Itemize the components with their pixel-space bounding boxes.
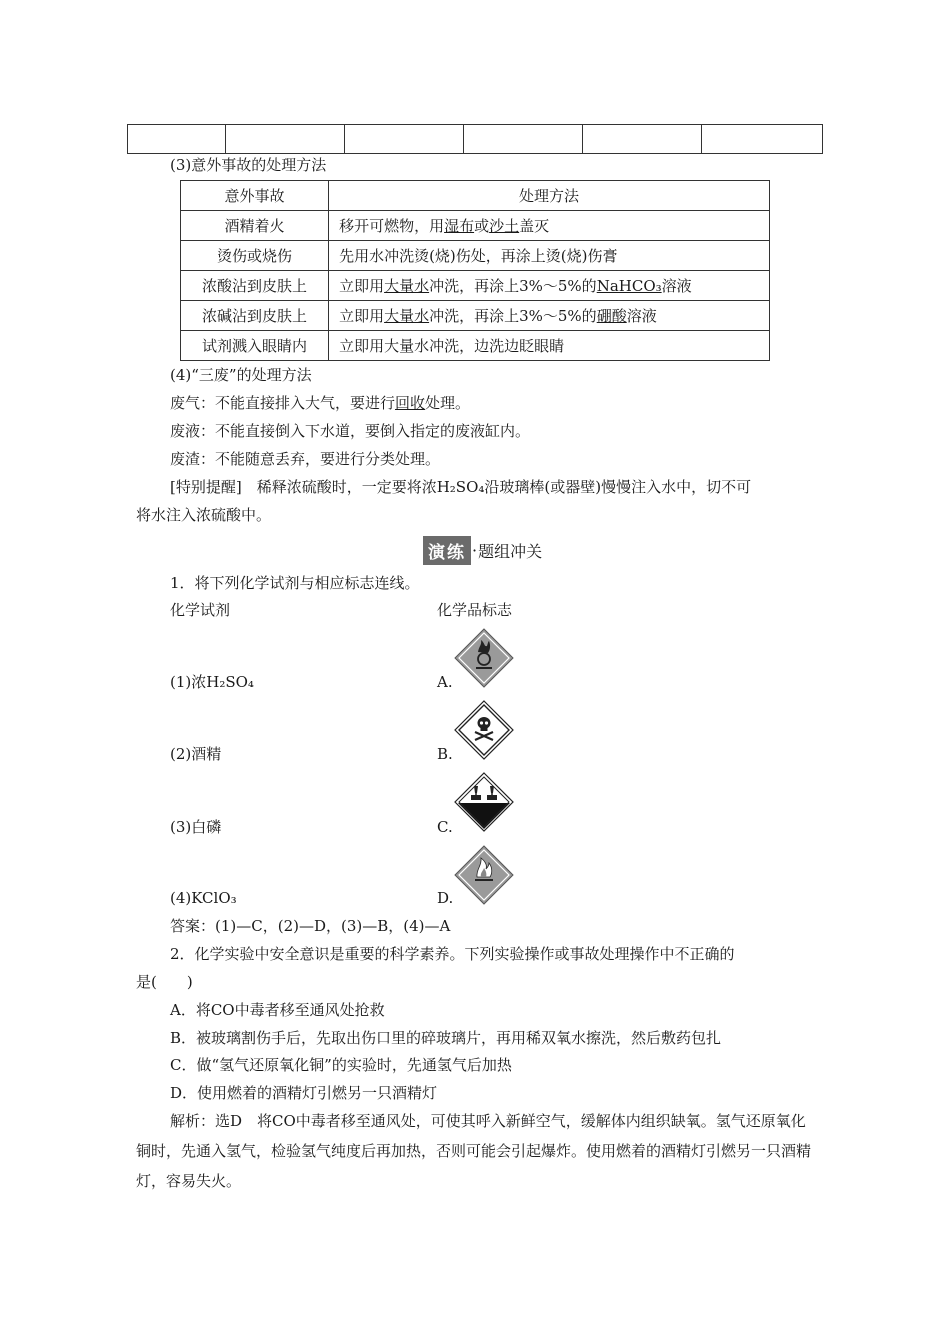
empty-cell [464, 125, 583, 154]
event-cell: 浓碱沾到皮肤上 [181, 301, 329, 331]
method-cell: 先用水冲洗烫(烧)伤处，再涂上烫(烧)伤膏 [329, 241, 770, 271]
empty-cell [583, 125, 702, 154]
event-cell: 浓酸沾到皮肤上 [181, 271, 329, 301]
q1-item-2: (2)酒精 [170, 745, 222, 763]
q1-item-1: (1)浓H₂SO₄ [170, 673, 254, 691]
table-header-row [181, 181, 770, 211]
special-tip-line2: 将水注入浓硫酸中。 [136, 506, 272, 524]
q2-option-c: C．做“氢气还原氧化铜”的实验时，先通氢气后加热 [170, 1056, 512, 1074]
section4-title: (4)“三废”的处理方法 [170, 366, 312, 384]
q2-stem-line2: 是( ) [136, 973, 193, 991]
q2-option-d: D．使用燃着的酒精灯引燃另一只酒精灯 [170, 1084, 438, 1102]
q1-label-c: C. [437, 818, 453, 836]
table-row [181, 211, 770, 241]
q1-left-header: 化学试剂 [170, 601, 231, 619]
header-event: 意外事故 [181, 181, 329, 211]
banner-box: 演练 [423, 536, 471, 565]
q1-item-3: (3)白磷 [170, 818, 222, 836]
method-cell: 立即用大量水冲洗，再涂上3%～5%的NaHCO₃溶液 [329, 271, 770, 301]
corrosive-sign-icon [454, 772, 514, 832]
practice-banner [423, 536, 542, 564]
section3-title: (3)意外事故的处理方法 [170, 156, 327, 174]
q2-stem-line1: 2．化学实验中安全意识是重要的科学素养。下列实验操作或事故处理操作中不正确的 [170, 945, 735, 963]
q1-answer: 答案：(1)—C，(2)—D，(3)—B，(4)—A [170, 917, 451, 935]
method-cell: 立即用大量水冲洗，再涂上3%～5%的硼酸溶液 [329, 301, 770, 331]
header-method: 处理方法 [329, 181, 770, 211]
event-cell: 烫伤或烧伤 [181, 241, 329, 271]
empty-cell [345, 125, 464, 154]
waste-liquid-line: 废液：不能直接倒入下水道，要倒入指定的废液缸内。 [170, 422, 531, 440]
table-row [181, 271, 770, 301]
method-cell: 移开可燃物，用湿布或沙土盖灭 [329, 211, 770, 241]
empty-cell [128, 125, 226, 154]
flammable-sign-icon [454, 845, 514, 905]
q1-stem: 1．将下列化学试剂与相应标志连线。 [170, 574, 420, 592]
special-tip-line1: [特别提醒] 稀释浓硫酸时，一定要将浓H₂SO₄沿玻璃棒(或器壁)慢慢注入水中，切不可 [170, 478, 752, 496]
empty-cell [226, 125, 345, 154]
toxic-sign-icon [454, 700, 514, 760]
q1-label-b: B. [437, 745, 453, 763]
waste-solid-line: 废渣：不能随意丢弃，要进行分类处理。 [170, 450, 441, 468]
continued-table [127, 124, 823, 154]
q1-item-4: (4)KClO₃ [170, 889, 237, 907]
q1-right-header: 化学品标志 [437, 601, 513, 619]
oxidizer-sign-icon [454, 628, 514, 688]
q1-label-a: A. [437, 673, 453, 691]
q2-option-b: B．被玻璃割伤手后，先取出伤口里的碎玻璃片，再用稀双氧水擦洗，然后敷药包扎 [170, 1029, 722, 1047]
event-cell: 试剂溅入眼睛内 [181, 331, 329, 361]
event-cell: 酒精着火 [181, 211, 329, 241]
q2-option-a: A．将CO中毒者移至通风处抢救 [170, 1001, 385, 1019]
waste-gas-line: 废气：不能直接排入大气，要进行回收处理。 [170, 394, 471, 412]
accident-table [180, 180, 770, 361]
table-row [181, 301, 770, 331]
banner-text: 题组冲关 [478, 541, 543, 561]
table-row [181, 241, 770, 271]
empty-cell [702, 125, 823, 154]
q1-label-d: D. [437, 889, 454, 907]
table-row [181, 331, 770, 361]
method-cell: 立即用大量水冲洗，边洗边眨眼睛 [329, 331, 770, 361]
banner-dot: · [472, 540, 478, 560]
q2-analysis: 解析：选D 将CO中毒者移至通风处，可使其呼入新鲜空气，缓解体内组织缺氧。氢气还原氧化铜时，先通入氢气，检验氢气纯度后再加热，否则可能会引起爆炸。使用燃着的酒精灯引燃另一只酒精灯，容易失火。 [136, 1112, 812, 1190]
